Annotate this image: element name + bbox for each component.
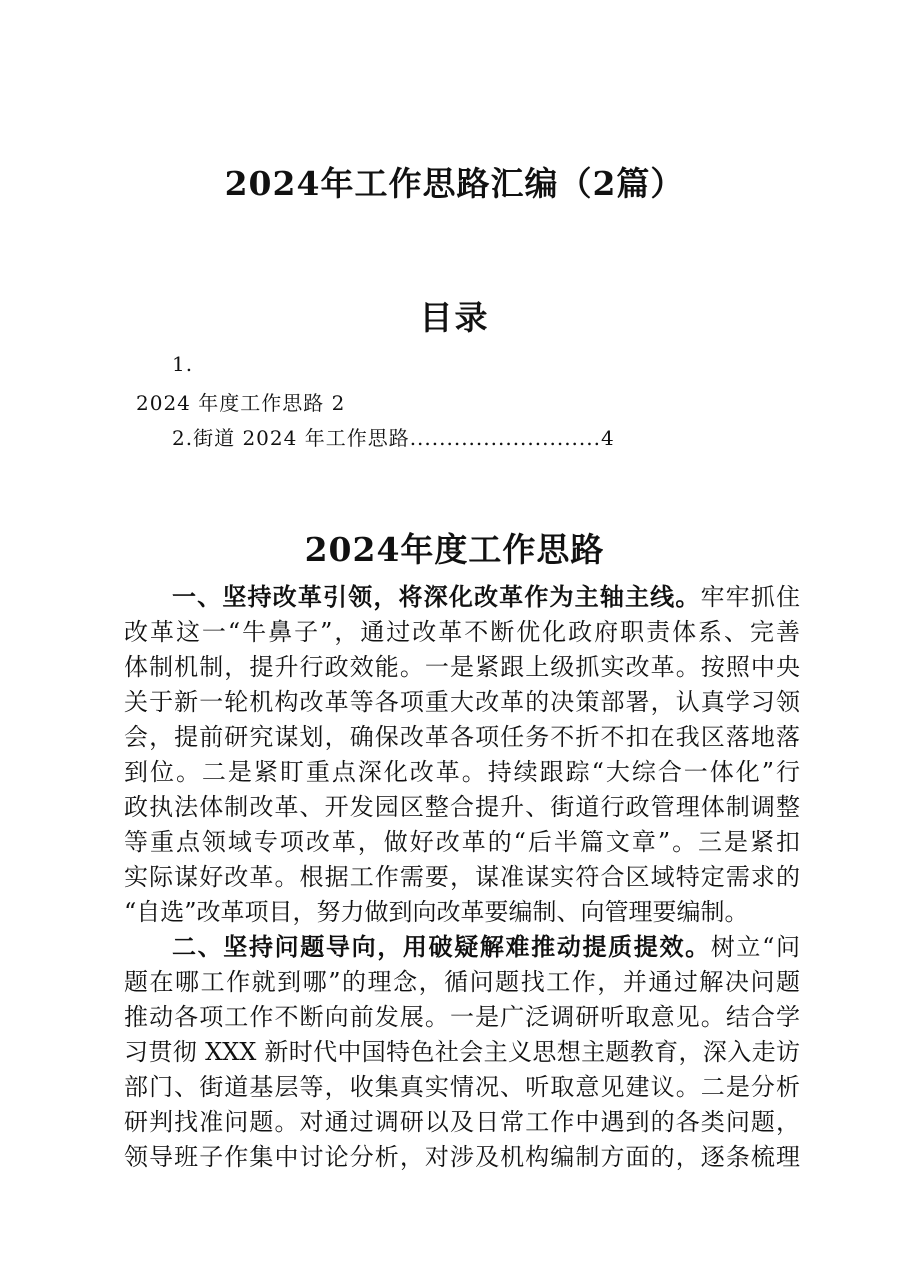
document-title: 2024年工作思路汇编（2篇） [224, 164, 685, 203]
paragraph-line: 会，提前研究谋划，确保改革各项任务不折不扣在我区落地落 [124, 723, 800, 751]
section-body [124, 580, 800, 1175]
paragraph-line: 关于新一轮机构改革等各项重大改革的决策部署，认真学习领 [124, 688, 800, 716]
paragraph-line: 等重点领域专项改革，做好改革的“后半篇文章”。三是紧扣 [124, 828, 800, 856]
paragraph-line: 习贯彻 XXX 新时代中国特色社会主义思想主题教育，深入走访 [124, 1038, 800, 1066]
toc-item-1[interactable]: 2024 年度工作思路 2 [136, 391, 346, 415]
paragraph-line: “自选”改革项目，努力做到向改革要编制、向管理要编制。 [124, 898, 749, 926]
section-title: 2024年度工作思路 [304, 530, 605, 569]
paragraph-line: 实际谋好改革。根据工作需要，谋准谋实符合区域特定需求的 [124, 863, 800, 891]
paragraph-text: 树立“问 [710, 933, 800, 961]
paragraph-line: 改革这一“牛鼻子”，通过改革不断优化政府职责体系、完善 [124, 618, 800, 646]
paragraph-2-first-line [124, 930, 800, 965]
paragraph-1-heading: 一、坚持改革引领，将深化改革作为主轴主线。 [172, 583, 701, 611]
paragraph-2-heading: 二、坚持问题导向，用破疑解难推动提质提效。 [172, 933, 711, 961]
paragraph-1-first-line [124, 580, 800, 615]
paragraph-line: 题在哪工作就到哪”的理念，循问题找工作，并通过解决问题 [124, 968, 800, 996]
paragraph-line: 到位。二是紧盯重点深化改革。持续跟踪“大综合一体化”行 [124, 758, 800, 786]
paragraph-line: 部门、街道基层等，收集真实情况、听取意见建议。二是分析 [124, 1073, 800, 1101]
toc-item-2[interactable]: 2.街道 2024 年工作思路..........................4 [172, 426, 615, 450]
paragraph-line: 政执法体制改革、开发园区整合提升、街道行政管理体制调整 [124, 793, 800, 821]
toc-heading: 目录 [419, 298, 490, 337]
paragraph-line: 研判找准问题。对通过调研以及日常工作中遇到的各类问题， [124, 1108, 800, 1136]
paragraph-line: 体制机制，提升行政效能。一是紧跟上级抓实改革。按照中央 [124, 653, 800, 681]
paragraph-line: 推动各项工作不断向前发展。一是广泛调研听取意见。结合学 [124, 1003, 800, 1031]
paragraph-text: 牢牢抓住 [700, 583, 800, 611]
paragraph-line: 领导班子作集中讨论分析，对涉及机构编制方面的，逐条梳理 [124, 1143, 800, 1171]
toc-item-1-number: 1. [172, 352, 194, 376]
